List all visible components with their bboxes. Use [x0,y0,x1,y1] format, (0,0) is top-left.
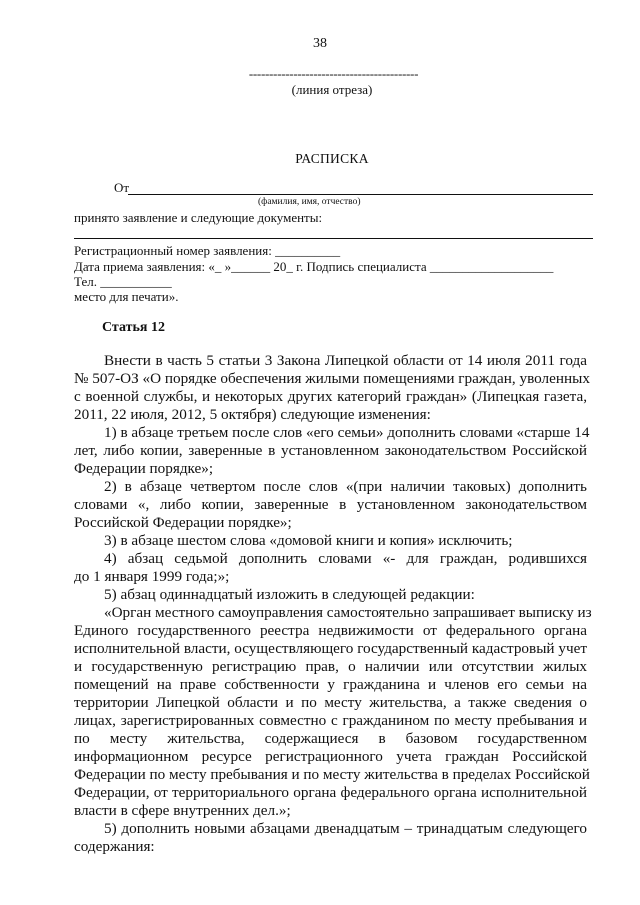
cut-line-dashes: ------------------------------------------ [248,66,419,81]
article-line: 2) в абзаце четвертом после слов «(при наличии таковых) дополнить [104,478,587,495]
from-label: От [114,180,130,195]
article-line: Единого государственного реестра недвижимости от федерального органа [74,622,587,639]
article-line: 3) в абзаце шестом слова «домовой книги и копия» исключить; [104,532,513,549]
article-line: Федерации, от территориального органа федерального органа исполнительной [74,784,587,801]
accepted-documents-text: принято заявление и следующие документы: [74,210,323,225]
article-line: 5) дополнить новыми абзацами двенадцатым – тринадцатым следующего [104,820,587,837]
article-line: по месту жительства, содержащиеся в базовом государственном [74,730,587,747]
documents-underline [74,238,593,239]
article-line: территории Липецкой области и по месту жительства, а также сведения о [74,694,587,711]
page-number: 38 [313,36,327,51]
article-line: Внести в часть 5 статьи 3 Закона Липецкой области от 14 июля 2011 года [104,352,587,369]
article-title: Статья 12 [102,320,165,335]
fio-underline [128,194,593,195]
article-line: до 1 января 1999 года;»; [74,568,230,585]
cut-line-label: (линия отреза) [291,82,373,97]
article-line: 1) в абзаце третьем после слов «его семьи» дополнить словами «старше 14 [104,424,590,441]
article-line: «Орган местного самоуправления самостоятельно запрашивает выписку из [104,604,592,621]
article-line: лицах, зарегистрированных совместно с гражданином по месту пребывания и [74,712,587,729]
article-line: содержания: [74,838,155,855]
article-line: лет, либо копии, заверенные в установленном законодательством Российской [74,442,587,459]
stamp-place-line: место для печати». [74,289,179,304]
article-line: словами «, либо копии, заверенные в установленном законодательством [74,496,587,513]
article-line: и государственную регистрацию прав, о наличии или отсутствии жилых [74,658,587,675]
article-line: Федерации порядке»; [74,460,214,477]
article-line: 5) абзац одиннадцатый изложить в следующей редакции: [104,586,475,603]
article-line: № 507-ОЗ «О порядке обеспечения жилыми помещениями граждан, уволенных [74,370,590,387]
article-line: исполнительной власти, осуществляющего государственный кадастровый учет [74,640,587,657]
phone-line: Тел. ___________ [74,274,172,289]
article-line: помещений на праве собственности у гражданина и членов его семьи на [74,676,587,693]
article-line: 4) абзац седьмой дополнить словами «- для граждан, родившихся [104,550,587,567]
article-line: 2011, 22 июля, 2012, 5 октября) следующие изменения: [74,406,431,423]
article-line: Российской Федерации порядке»; [74,514,292,531]
registration-number-line: Регистрационный номер заявления: __________ [74,243,341,258]
receipt-date-line: Дата приема заявления: «_ »______ 20_ г. Подпись специалиста ___________________ [74,259,554,274]
article-line: с военной службы, и некоторых других категорий граждан» (Липецкая газета, [74,388,587,405]
article-line: власти в сфере внутренних дел.»; [74,802,291,819]
fio-caption: (фамилия, имя, отчество) [258,197,361,207]
article-line: информационном ресурсе регистрационного учета граждан Российской [74,748,587,765]
article-line: Федерации по месту пребывания и по месту жительства в пределах Российской [74,766,590,783]
receipt-title: РАСПИСКА [295,151,369,166]
